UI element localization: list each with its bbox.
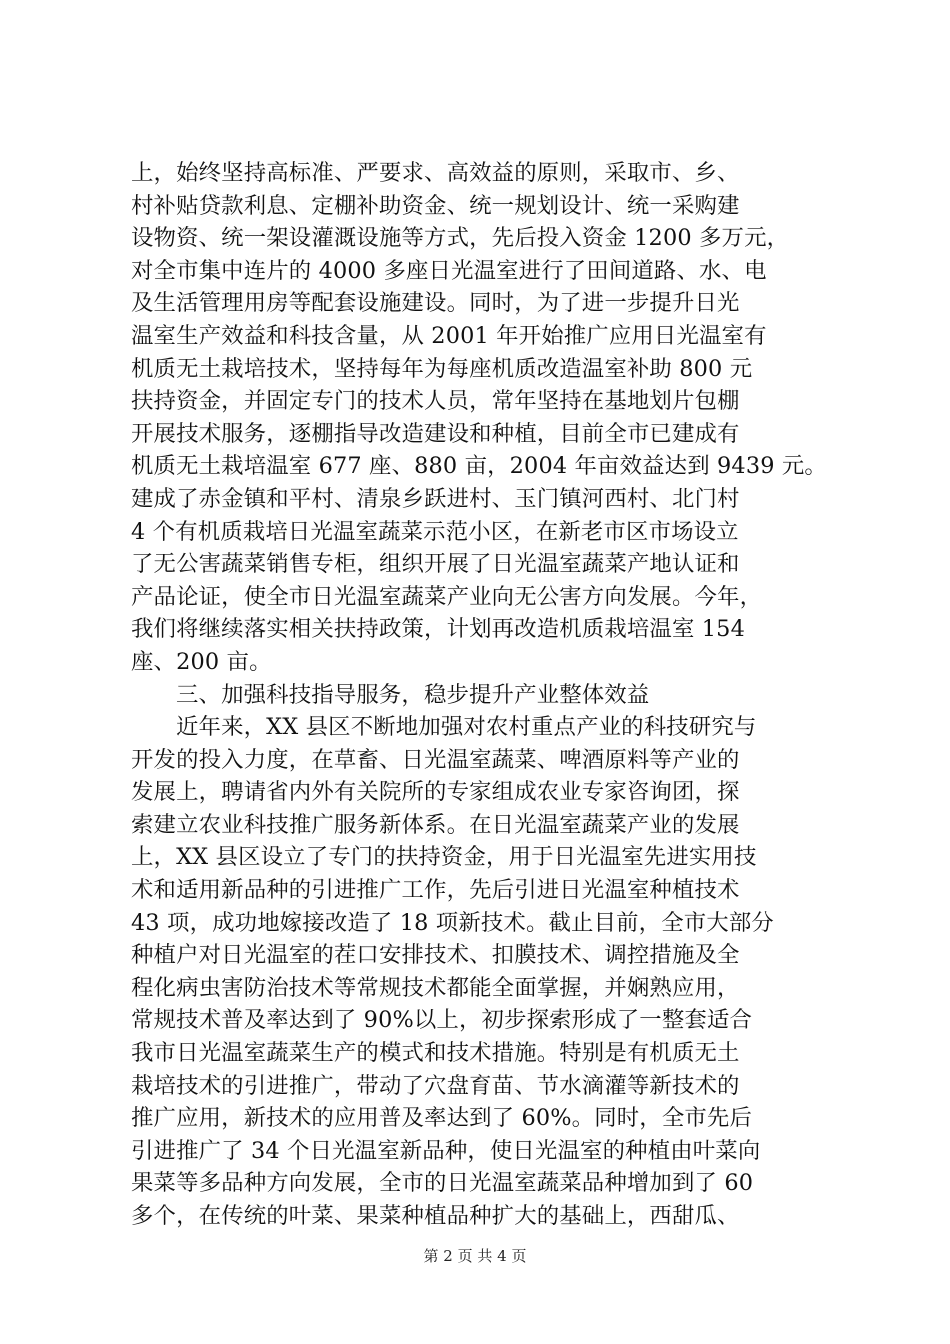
text-line: 对全市集中连片的 4000 多座日光温室进行了田间道路、水、电 — [131, 257, 767, 284]
text-line: 43 项，成功地嫁接改造了 18 项新技术。截止目前，全市大部分 — [131, 909, 774, 936]
text-line: 果菜等多品种方向发展，全市的日光温室蔬菜品种增加到了 60 — [131, 1170, 754, 1197]
text-line: 机质无土栽培温室 677 座、880 亩，2004 年亩效益达到 9439 元。 — [131, 453, 827, 480]
text-line: 座、200 亩。 — [131, 648, 272, 675]
text-line: 栽培技术的引进推广，带动了穴盘育苗、节水滴灌等新技术的 — [131, 1072, 740, 1099]
text-line: 引进推广了 34 个日光温室新品种，使日光温室的种植由叶菜向 — [131, 1137, 761, 1164]
text-line: 上，XX 县区设立了专门的扶持资金，用于日光温室先进实用技 — [131, 844, 757, 871]
text-line: 索建立农业科技推广服务新体系。在日光温室蔬菜产业的发展 — [131, 811, 740, 838]
page-number-footer: 第 2 页 共 4 页 — [423, 1247, 527, 1265]
document-body — [131, 157, 831, 1233]
text-line: 上，始终坚持高标准、严要求、高效益的原则，采取市、乡、 — [131, 160, 740, 186]
text-line: 术和适用新品种的引进推广工作，先后引进日光温室种植技术 — [131, 877, 740, 904]
text-line: 了无公害蔬菜销售专柜，组织开展了日光温室蔬菜产地认证和 — [131, 551, 740, 578]
text-line: 开发的投入力度，在草畜、日光温室蔬菜、啤酒原料等产业的 — [131, 746, 740, 773]
text-line: 多个，在传统的叶菜、果菜种植品种扩大的基础上，西甜瓜、 — [131, 1203, 740, 1229]
text-line: 扶持资金，并固定专门的技术人员，常年坚持在基地划片包棚 — [131, 388, 740, 415]
text-line: 我市日光温室蔬菜生产的模式和技术措施。特别是有机质无土 — [131, 1040, 740, 1067]
text-line: 建成了赤金镇和平村、清泉乡跃进村、玉门镇河西村、北门村 — [131, 485, 740, 512]
text-line: 村补贴贷款利息、定棚补助资金、统一规划设计、统一采购建 — [131, 192, 740, 219]
text-line: 我们将继续落实相关扶持政策，计划再改造机质栽培温室 154 — [131, 616, 745, 643]
text-line: 开展技术服务，逐棚指导改造建设和种植，目前全市已建成有 — [131, 420, 740, 447]
text-line: 发展上，聘请省内外有关院所的专家组成农业专家咨询团，探 — [131, 779, 740, 806]
text-line: 推广应用，新技术的应用普及率达到了 60%。同时，全市先后 — [131, 1105, 752, 1132]
text-line: 温室生产效益和科技含量，从 2001 年开始推广应用日光温室有 — [131, 322, 767, 349]
section-heading: 三、加强科技指导服务，稳步提升产业整体效益 — [176, 681, 650, 708]
text-line: 程化病虫害防治技术等常规技术都能全面掌握，并娴熟应用， — [131, 974, 740, 1001]
text-line: 4 个有机质栽培日光温室蔬菜示范小区，在新老市区市场设立 — [131, 518, 739, 545]
paragraph-first-line: 近年来，XX 县区不断地加强对农村重点产业的科技研究与 — [176, 714, 757, 741]
text-line: 种植户对日光温室的茬口安排技术、扣膜技术、调控措施及全 — [131, 942, 740, 969]
text-line: 及生活管理用房等配套设施建设。同时，为了进一步提升日光 — [131, 290, 740, 317]
text-line: 产品论证，使全市日光温室蔬菜产业向无公害方向发展。今年， — [131, 583, 763, 610]
text-line: 设物资、统一架设灌溉设施等方式，先后投入资金 1200 多万元， — [131, 225, 790, 252]
text-line: 常规技术普及率达到了 90%以上，初步探索形成了一整套适合 — [131, 1007, 752, 1034]
text-line: 机质无土栽培技术，坚持每年为每座机质改造温室补助 800 元 — [131, 355, 753, 382]
